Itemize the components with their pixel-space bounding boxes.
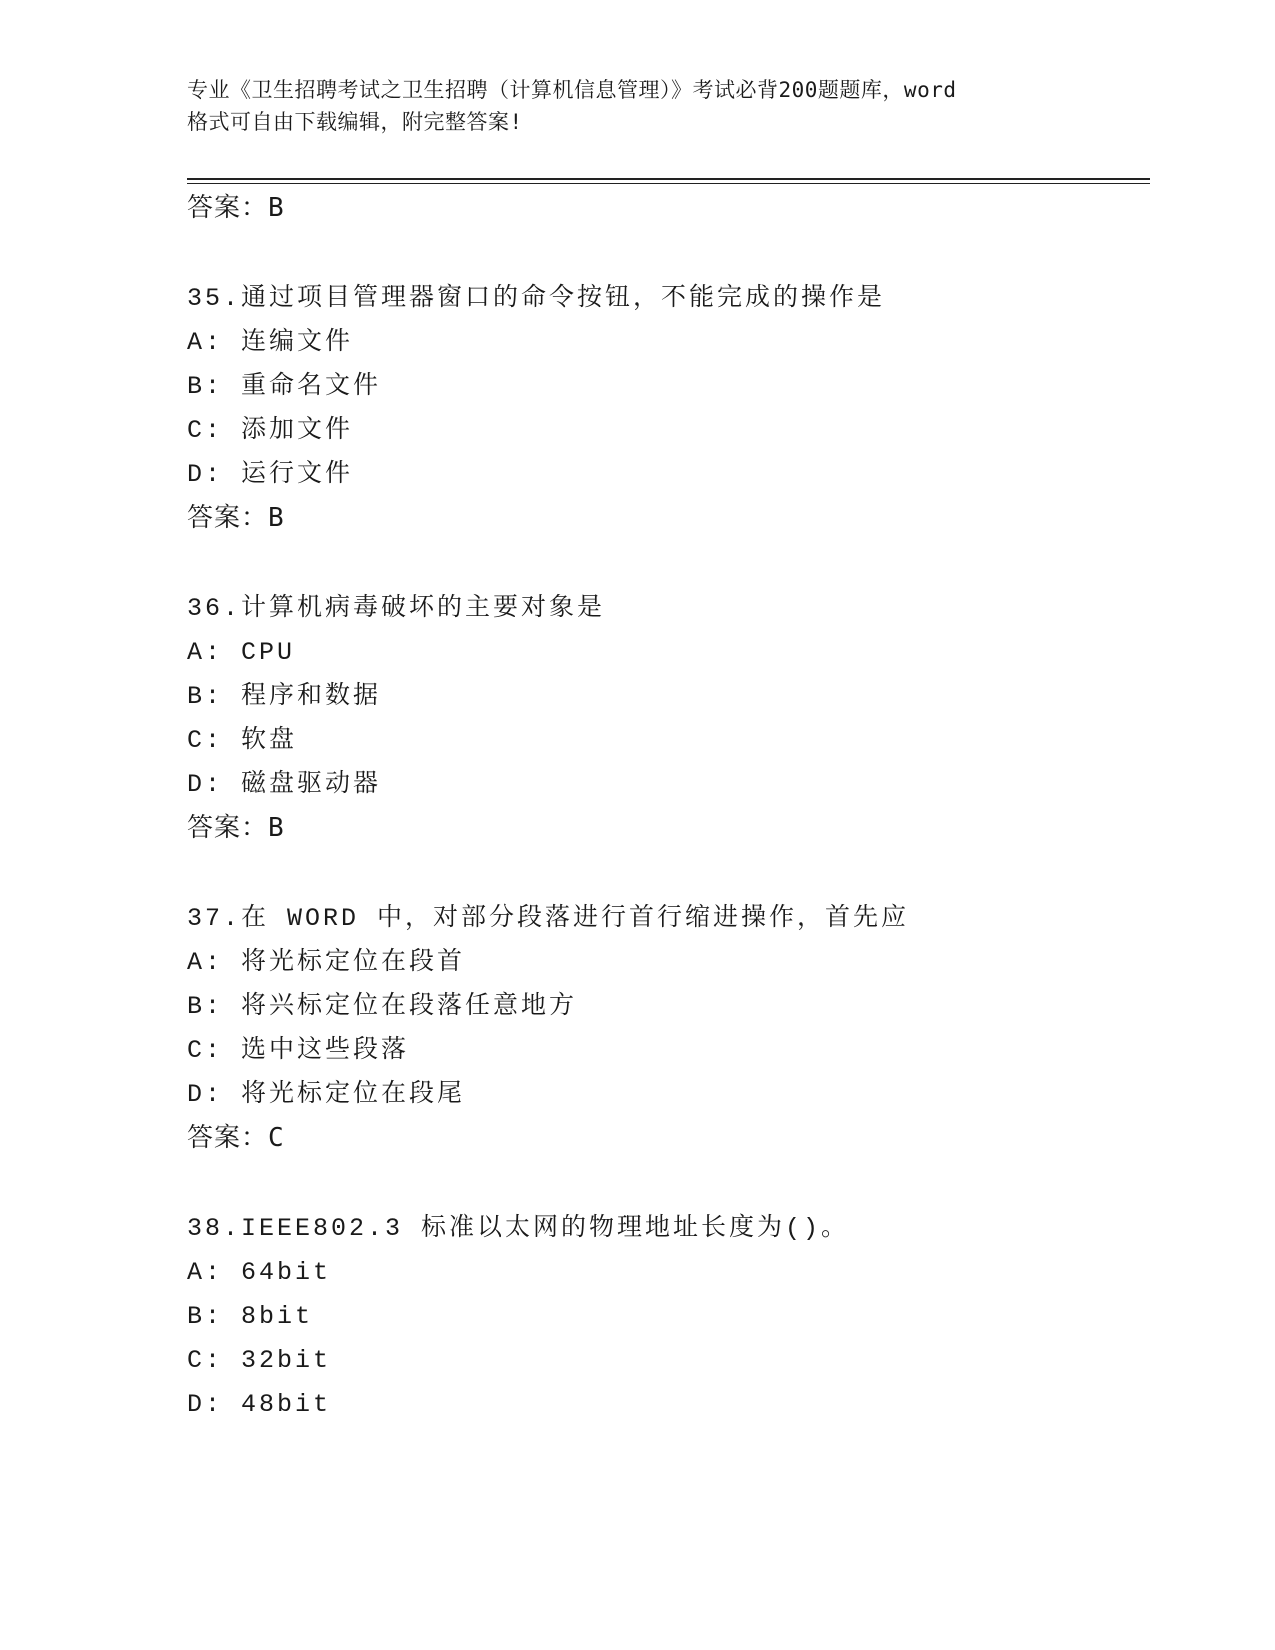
header-line-2: 格式可自由下载编辑，附完整答案!	[187, 110, 523, 134]
question-38-option-a: A: 64bit	[187, 1258, 332, 1287]
question-37-option-b: B: 将兴标定位在段落任意地方	[187, 992, 578, 1021]
question-38-option-d: D: 48bit	[187, 1390, 332, 1419]
question-36-stem: 36.计算机病毒破坏的主要对象是	[187, 594, 606, 623]
question-37-option-d: D: 将光标定位在段尾	[187, 1080, 466, 1109]
question-36-option-b: B: 程序和数据	[187, 682, 382, 711]
header-divider	[187, 178, 1150, 180]
question-36-answer: 答案：B	[187, 813, 285, 843]
question-37-option-c: C: 选中这些段落	[187, 1036, 410, 1065]
question-35-answer: 答案：B	[187, 503, 285, 533]
question-36-option-d: D: 磁盘驱动器	[187, 770, 382, 799]
question-36-option-c: C: 软盘	[187, 726, 298, 755]
header-divider-thin	[187, 183, 1150, 184]
question-37-stem: 37.在 WORD 中，对部分段落进行首行缩进操作，首先应	[187, 904, 910, 933]
question-38-option-b: B: 8bit	[187, 1302, 314, 1331]
question-35-option-a: A: 连编文件	[187, 328, 354, 357]
question-35-option-b: B: 重命名文件	[187, 372, 382, 401]
answer-prev: 答案：B	[187, 193, 285, 223]
document-header	[187, 74, 1107, 138]
question-38-option-c: C: 32bit	[187, 1346, 332, 1375]
question-37-option-a: A: 将光标定位在段首	[187, 948, 466, 977]
question-37-answer: 答案：C	[187, 1123, 285, 1153]
question-35-option-d: D: 运行文件	[187, 460, 354, 489]
question-35-stem: 35.通过项目管理器窗口的命令按钮，不能完成的操作是	[187, 284, 886, 313]
header-line-1: 专业《卫生招聘考试之卫生招聘（计算机信息管理）》考试必背200题题库，word	[187, 78, 957, 102]
question-36-option-a: A: CPU	[187, 638, 296, 667]
question-35-option-c: C: 添加文件	[187, 416, 354, 445]
question-38-stem: 38.IEEE802.3 标准以太网的物理地址长度为()。	[187, 1214, 850, 1243]
